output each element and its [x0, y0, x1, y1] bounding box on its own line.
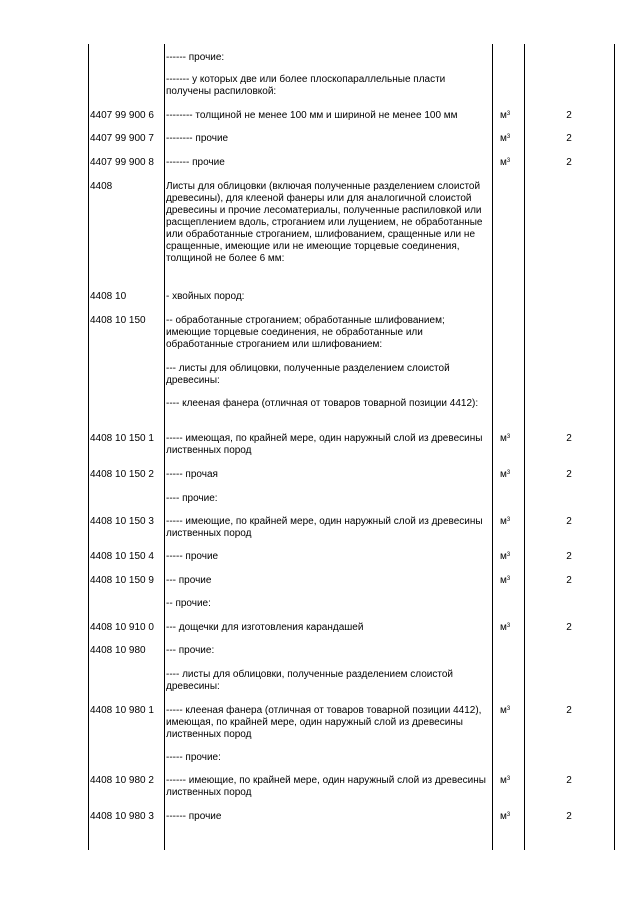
- commodity-code: 4408 10 150 9: [90, 575, 154, 586]
- commodity-code: 4408 10 910 0: [90, 622, 154, 633]
- unit-base: м: [500, 622, 507, 633]
- commodity-code: 4408 10 980 2: [90, 775, 154, 786]
- unit-power: 3: [506, 517, 511, 523]
- unit-base: м: [500, 469, 507, 480]
- unit-base: м: [500, 516, 507, 527]
- commodity-description: - хвойных пород:: [166, 291, 245, 302]
- duty-rate: 2: [566, 775, 572, 786]
- duty-rate: 2: [566, 157, 572, 168]
- unit-of-measure: [500, 811, 524, 823]
- commodity-code: 4408 10 150: [90, 315, 146, 326]
- unit-power: 3: [506, 470, 511, 476]
- commodity-description: --- дощечки для изготовления карандашей: [166, 622, 364, 633]
- commodity-code: 4408 10 980 1: [90, 705, 154, 716]
- unit-of-measure: [500, 622, 524, 634]
- commodity-code: 4408 10: [90, 291, 127, 302]
- column-divider: [492, 44, 493, 850]
- duty-rate: 2: [566, 433, 572, 444]
- unit-of-measure: [500, 551, 524, 563]
- duty-rate: 2: [566, 705, 572, 716]
- unit-power: 3: [506, 776, 511, 782]
- unit-of-measure: [500, 469, 524, 481]
- duty-rate: 2: [566, 469, 572, 480]
- column-divider: [524, 44, 525, 850]
- unit-of-measure: [500, 157, 524, 169]
- commodity-code: 4408 10 150 4: [90, 551, 154, 562]
- commodity-description: ----- прочие: [166, 551, 219, 562]
- commodity-description: -- обработанные строганием; обработанные шлифованием; имеющие торцевые соединения, не обработанные или обработанные строганием или шлифованием:: [166, 315, 445, 350]
- commodity-code: 4408 10 150 3: [90, 516, 154, 527]
- unit-of-measure: [500, 516, 524, 528]
- unit-power: 3: [506, 434, 511, 440]
- commodity-description: ------- прочие: [166, 157, 225, 168]
- commodity-code: 4408 10 980: [90, 645, 146, 656]
- commodity-description: --- листы для облицовки, полученные разделением слоистой древесины:: [166, 363, 450, 386]
- unit-power: 3: [506, 552, 511, 558]
- commodity-description: ----- имеющая, по крайней мере, один наружный слой из древесины лиственных пород: [166, 433, 483, 456]
- commodity-description: -------- толщиной не менее 100 мм и шириной не менее 100 мм: [166, 110, 458, 121]
- commodity-code: 4408 10 150 1: [90, 433, 154, 444]
- commodity-code: 4408 10 980 3: [90, 811, 154, 822]
- duty-rate: 2: [566, 110, 572, 121]
- column-divider: [88, 44, 89, 850]
- unit-of-measure: [500, 575, 524, 587]
- commodity-description: -- прочие:: [166, 598, 211, 609]
- commodity-description: -------- прочие: [166, 133, 229, 144]
- duty-rate: 2: [566, 622, 572, 633]
- unit-base: м: [500, 433, 507, 444]
- unit-power: 3: [506, 812, 511, 818]
- commodity-code: 4408 10 150 2: [90, 469, 154, 480]
- commodity-code: 4408: [90, 181, 113, 192]
- unit-base: м: [500, 575, 507, 586]
- commodity-description: ---- клееная фанера (отличная от товаров товарной позиции 4412):: [166, 398, 479, 409]
- unit-base: м: [500, 157, 507, 168]
- unit-power: 3: [506, 158, 511, 164]
- commodity-description: ------- у которых две или более плоскопараллельные пласти получены распиловкой:: [166, 74, 446, 97]
- commodity-description: ------ имеющие, по крайней мере, один наружный слой из древесины лиственных пород: [166, 775, 486, 798]
- unit-power: 3: [506, 576, 511, 582]
- column-divider: [614, 44, 615, 850]
- unit-base: м: [500, 811, 507, 822]
- unit-base: м: [500, 705, 507, 716]
- duty-rate: 2: [566, 575, 572, 586]
- commodity-description: Листы для облицовки (включая полученные разделением слоистой древесины), для клееной фанеры или для аналогичной слоистой древесины и прочие лесоматериалы, полученные распиловкой или расщеплением вдоль, строганием или лущением, не обработанные или обработанные строганием, шлифованием, сращенные или не сращенные, имеющие или не имеющие торцевые соединения, толщиной не более 6 мм:: [166, 181, 483, 264]
- unit-power: 3: [506, 706, 511, 712]
- unit-base: м: [500, 133, 507, 144]
- commodity-code: 4407 99 900 8: [90, 157, 154, 168]
- unit-of-measure: [500, 133, 524, 145]
- unit-power: 3: [506, 623, 511, 629]
- duty-rate: 2: [566, 811, 572, 822]
- commodity-code: 4407 99 900 7: [90, 133, 154, 144]
- commodity-description: ----- прочая: [166, 469, 218, 480]
- unit-power: 3: [506, 134, 511, 140]
- duty-rate: 2: [566, 516, 572, 527]
- unit-base: м: [500, 775, 507, 786]
- commodity-description: ------ прочие:: [166, 52, 225, 63]
- commodity-description: ---- прочие:: [166, 493, 218, 504]
- duty-rate: 2: [566, 551, 572, 562]
- commodity-description: ---- листы для облицовки, полученные разделением слоистой древесины:: [166, 669, 454, 692]
- unit-of-measure: [500, 433, 524, 445]
- unit-power: 3: [506, 111, 511, 117]
- unit-base: м: [500, 110, 507, 121]
- commodity-description: --- прочие: [166, 575, 212, 586]
- commodity-code: 4407 99 900 6: [90, 110, 154, 121]
- unit-of-measure: [500, 110, 524, 122]
- commodity-description: ----- имеющие, по крайней мере, один наружный слой из древесины лиственных пород: [166, 516, 483, 539]
- commodity-description: ----- клееная фанера (отличная от товаров товарной позиции 4412), имеющая, по крайней мере, один наружный слой из древесины лиственных пород: [166, 705, 482, 740]
- commodity-description: ------ прочие: [166, 811, 222, 822]
- commodity-description: ----- прочие:: [166, 752, 221, 763]
- unit-base: м: [500, 551, 507, 562]
- unit-of-measure: [500, 705, 524, 717]
- column-divider: [164, 44, 165, 850]
- commodity-description: --- прочие:: [166, 645, 215, 656]
- duty-rate: 2: [566, 133, 572, 144]
- unit-of-measure: [500, 775, 524, 787]
